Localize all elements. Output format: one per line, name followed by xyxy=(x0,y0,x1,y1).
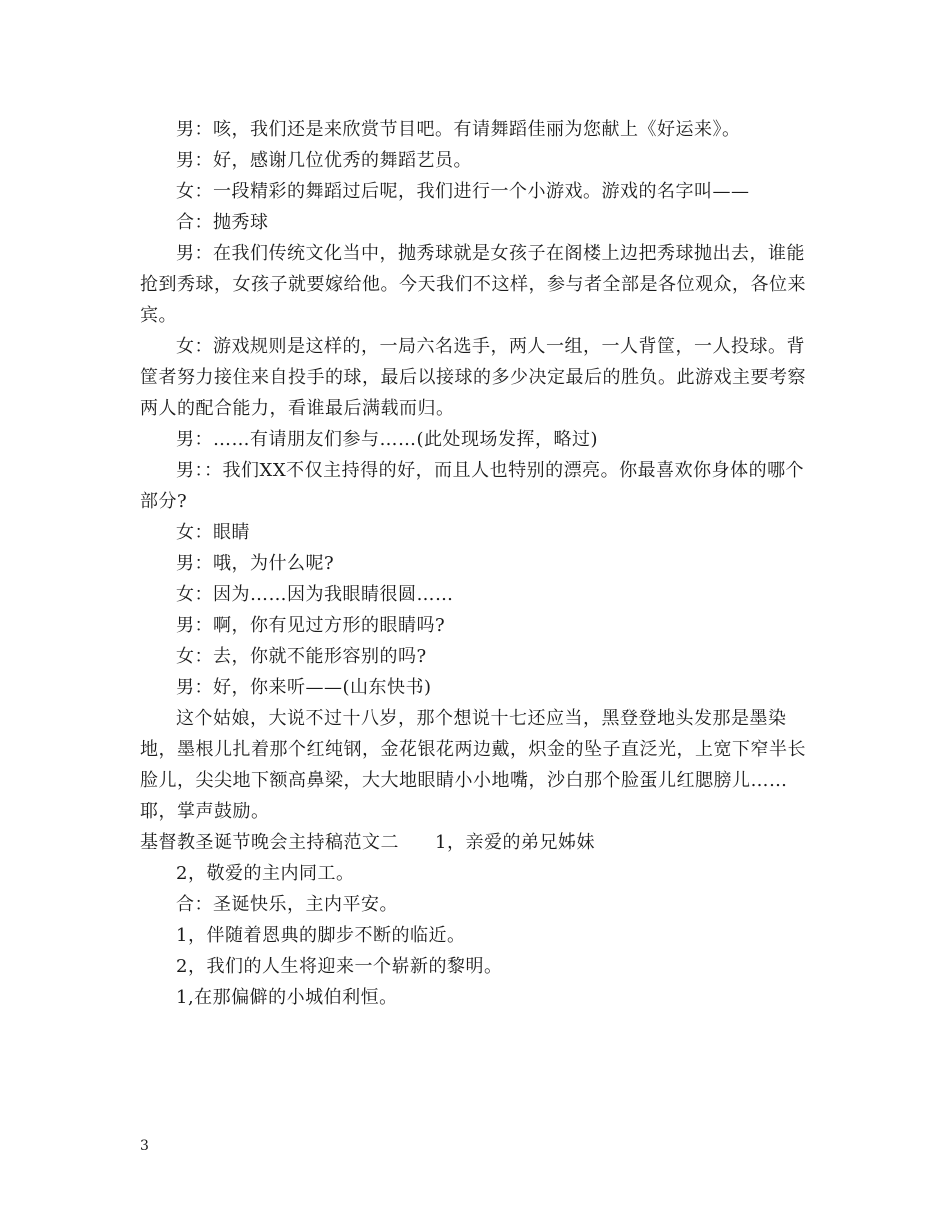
paragraph: 男：：我们XX不仅主持得的好，而且人也特别的漂亮。你最喜欢你身体的哪个部分? xyxy=(140,460,805,512)
document-body xyxy=(140,114,820,1013)
paragraph: 女：游戏规则是这样的，一局六名选手，两人一组，一人背筐，一人投球。背筐者努力接住来自投手的球，最后以接球的多少决定最后的胜负。此游戏主要考察两人的配合能力，看谁最后满载而归。 xyxy=(140,336,806,419)
paragraph: 女：去，你就不能形容别的吗? xyxy=(176,646,427,667)
paragraph: 2，我们的人生将迎来一个崭新的黎明。 xyxy=(176,956,503,977)
paragraph: 男：好，感谢几位优秀的舞蹈艺员。 xyxy=(176,150,472,171)
paragraph: 1,在那偏僻的小城伯利恒。 xyxy=(176,987,398,1008)
paragraph: 这个姑娘，大说不过十八岁，那个想说十七还应当，黑登登地头发那是墨染地，墨根儿扎着那个红纯钢，金花银花两边戴，炽金的坠子直泛光，上宽下窄半长脸儿，尖尖地下额高鼻梁，大大地眼睛小小地嘴，沙白那个脸蛋儿红腮膀儿……耶，掌声鼓励。 xyxy=(140,708,806,822)
section-heading: 基督教圣诞节晚会主持稿范文二 xyxy=(140,832,399,853)
paragraph: 女：因为……因为我眼睛很圆…… xyxy=(176,584,454,605)
paragraph: 男：……有请朋友们参与……(此处现场发挥，略过) xyxy=(176,429,599,450)
paragraph: 合：圣诞快乐，主内平安。 xyxy=(176,894,398,915)
section-heading-line xyxy=(140,827,820,858)
paragraph: 合：抛秀球 xyxy=(176,212,269,233)
paragraph: 男：在我们传统文化当中，抛秀球就是女孩子在阁楼上边把秀球抛出去，谁能抢到秀球，女孩子就要嫁给他。今天我们不这样，参与者全部是各位观众，各位来宾。 xyxy=(140,243,806,326)
paragraph: 女：眼睛 xyxy=(176,522,250,543)
paragraph: 男：啊，你有见过方形的眼睛吗? xyxy=(176,615,446,636)
paragraph: 男：咳，我们还是来欣赏节目吧。有请舞蹈佳丽为您献上《好运来》。 xyxy=(176,119,741,140)
paragraph: 2，敬爱的主内同工。 xyxy=(176,863,355,884)
paragraph: 男：哦，为什么呢? xyxy=(176,553,335,574)
paragraph: 女：一段精彩的舞蹈过后呢，我们进行一个小游戏。游戏的名字叫—— xyxy=(176,181,750,202)
section-first-line: 1，亲爱的弟兄姊妹 xyxy=(435,832,595,853)
paragraph: 男：好，你来听——(山东快书) xyxy=(176,677,432,698)
paragraph: 1，伴随着恩典的脚步不断的临近。 xyxy=(176,925,466,946)
page-number: 3 xyxy=(140,1138,149,1154)
